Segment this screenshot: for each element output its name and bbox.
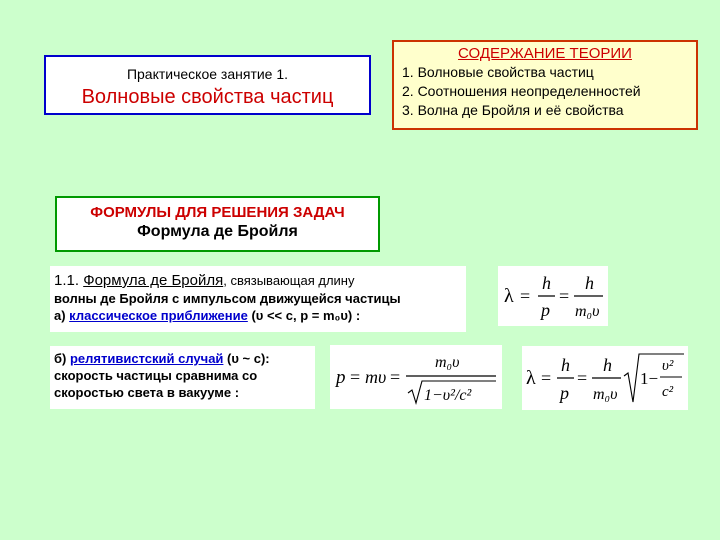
theory-list (394, 63, 696, 120)
relativistic-line2: скорость частицы сравнима со (54, 368, 258, 383)
theory-item: 2. Соотношения неопределенностей (402, 83, 641, 99)
svg-text:h: h (585, 273, 594, 293)
svg-text:λ: λ (526, 367, 536, 389)
theory-item: 1. Волновые свойства частиц (402, 64, 594, 80)
formulas-box (55, 196, 380, 252)
relativistic-line1: б) релятивистский случай (υ ~ c): (54, 351, 270, 366)
svg-text:=: = (541, 368, 552, 388)
svg-text:=: = (350, 367, 361, 387)
section-1-1-line2: волны де Бройля с импульсом движущейся частицы (54, 291, 401, 306)
svg-text:=: = (390, 367, 401, 387)
relativistic-link[interactable]: релятивистский случай (69, 351, 224, 366)
formula-classical-svg (498, 266, 608, 326)
title-box (44, 55, 371, 115)
svg-text:=: = (577, 368, 588, 388)
svg-text:mυ: mυ (365, 367, 387, 387)
classical-approx-link[interactable]: классическое приближение (69, 308, 248, 323)
relativistic-case (50, 346, 315, 409)
formula-wavelength-svg (522, 346, 688, 410)
svg-text:m₀υ: m₀υ (575, 303, 600, 320)
theory-item: 3. Волна де Бройля и её свойства (402, 102, 624, 118)
svg-text:λ: λ (504, 285, 514, 307)
svg-text:m₀υ: m₀υ (435, 354, 460, 371)
svg-text:h: h (603, 355, 612, 375)
svg-text:1−: 1− (640, 369, 659, 388)
formula-relativistic-momentum (330, 345, 502, 409)
svg-text:c²: c² (662, 384, 674, 400)
svg-text:υ²: υ² (662, 358, 674, 374)
page-title: Волновые свойства частиц (81, 86, 334, 108)
lesson-label: Практическое занятие 1. (126, 66, 289, 82)
svg-text:p: p (336, 367, 346, 388)
de-broglie-term: Формула де Бройля (83, 272, 224, 289)
section-1-1 (50, 266, 466, 332)
svg-text:h: h (542, 273, 551, 293)
svg-text:p: p (541, 300, 550, 320)
svg-text:p: p (560, 383, 569, 403)
svg-text:m₀υ: m₀υ (593, 386, 618, 403)
relativistic-line3: скоростью света в вакууме : (54, 385, 240, 400)
section-1-1-line3: а) классическое приближение (υ << c, p = m₀υ) : (54, 308, 361, 323)
formulas-heading: ФОРМУЛЫ ДЛЯ РЕШЕНИЯ ЗАДАЧ (90, 204, 345, 221)
formula-momentum-svg (330, 345, 502, 409)
formula-classical (498, 266, 608, 326)
svg-text:h: h (561, 355, 570, 375)
theory-box (392, 40, 698, 130)
section-1-1-line1: 1.1. Формула де Бройля, связывающая длину (54, 272, 355, 289)
formula-relativistic-wavelength (522, 346, 688, 410)
svg-text:=: = (559, 286, 570, 306)
theory-heading: СОДЕРЖАНИЕ ТЕОРИИ (458, 45, 632, 62)
formulas-subheading: Формула де Бройля (137, 223, 298, 240)
svg-text:=: = (520, 286, 531, 306)
svg-text:1−υ²/c²: 1−υ²/c² (424, 387, 472, 404)
